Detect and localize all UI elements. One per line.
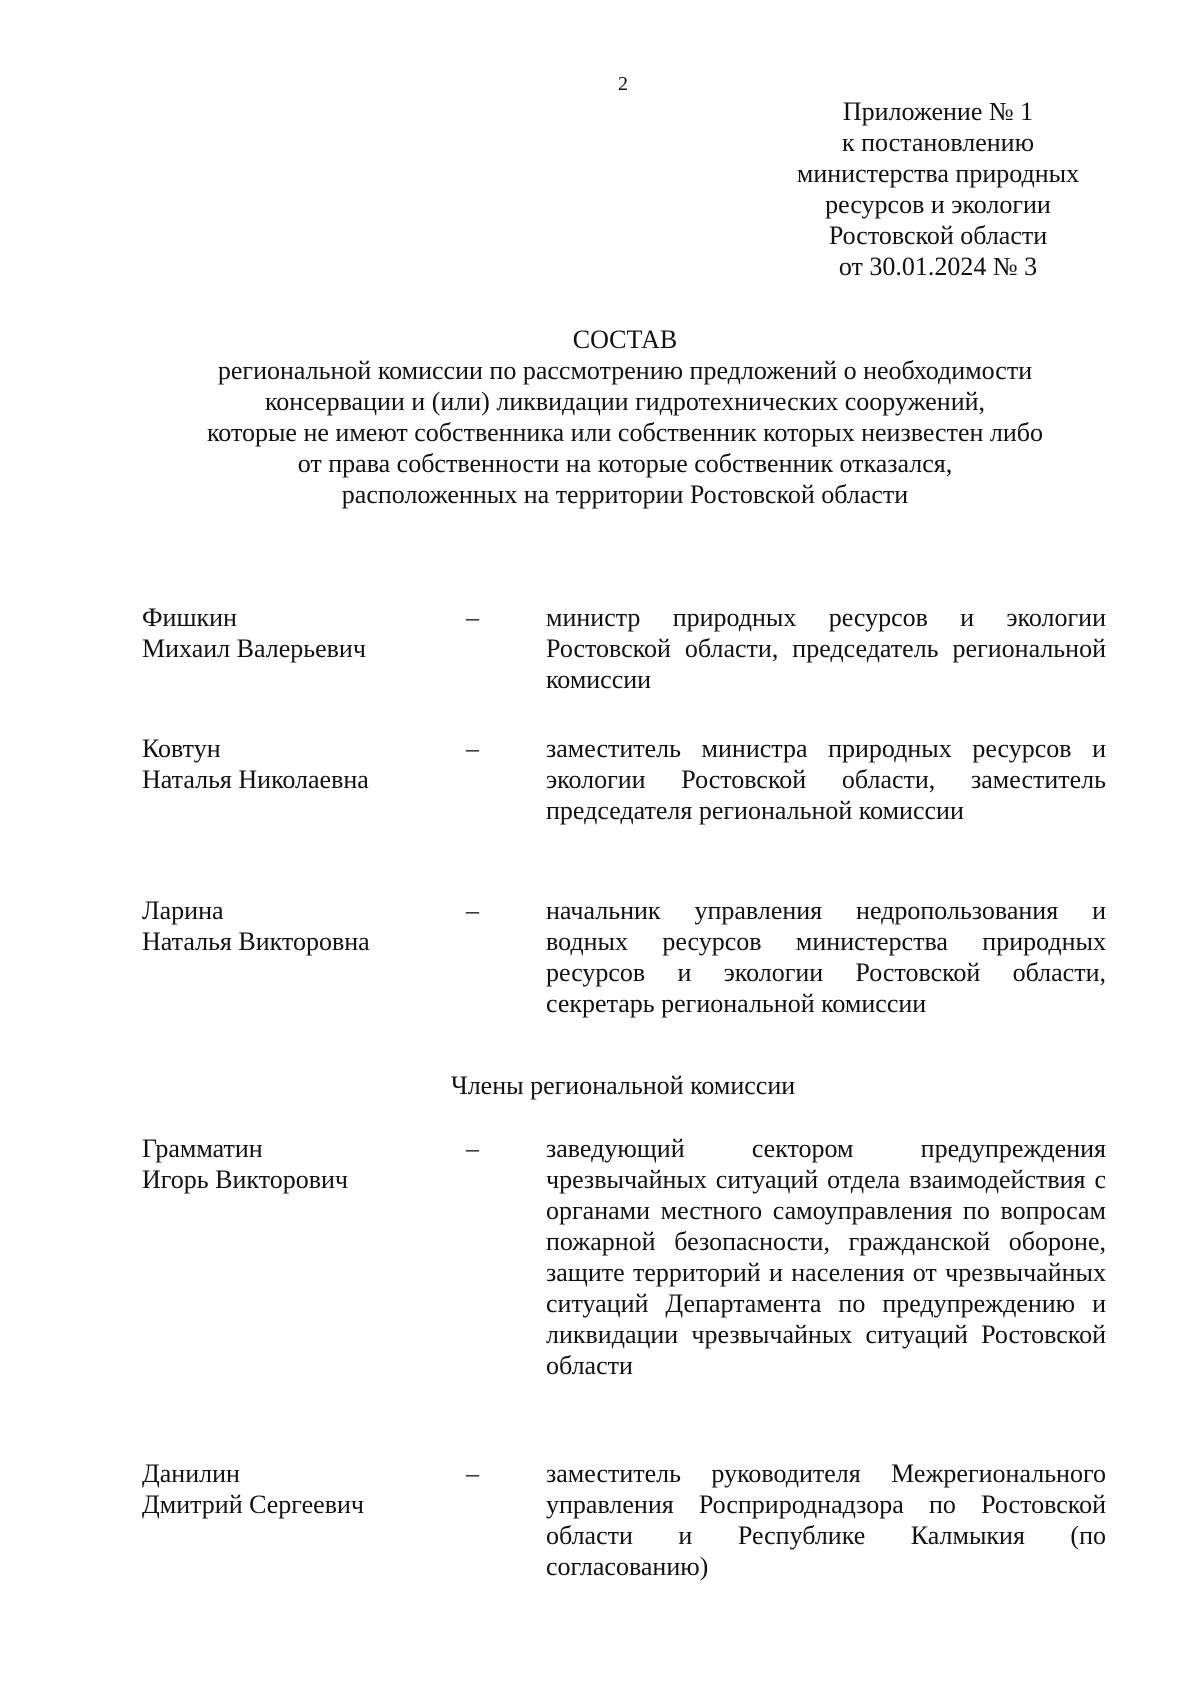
member-dash: – (466, 1459, 479, 1488)
members-list (142, 1458, 1106, 1582)
leadership-list (142, 733, 1106, 826)
member-name (142, 733, 464, 795)
title-line: которые не имеют собственника или собственник которых неизвестен либо (206, 418, 1044, 447)
member-position: начальник управления недропользования и водных ресурсов министерства природных ресурсов и экологии Ростовской области, секретарь региональной комиссии (546, 896, 1106, 1018)
appendix-line: ресурсов и экологии (825, 190, 1051, 219)
members-heading: Члены региональной комиссии (450, 1071, 796, 1100)
title-heading: СОСТАВ (572, 325, 678, 354)
member-name (142, 1458, 464, 1520)
member-name (142, 1133, 464, 1195)
appendix-line: Ростовской области (828, 221, 1048, 250)
member-entry (142, 602, 1106, 695)
leadership-list (142, 895, 1106, 1019)
appendix-line: к постановлению (841, 128, 1035, 157)
title-line: от права собственности на которые собственник отказался, (297, 449, 953, 478)
member-dash: – (466, 1134, 479, 1163)
document-title (80, 324, 1170, 510)
member-given-name: Игорь Викторович (142, 1165, 348, 1194)
title-line: расположенных на территории Ростовской области (341, 480, 909, 509)
member-surname: Грамматин (142, 1134, 263, 1163)
member-given-name: Наталья Николаевна (142, 765, 369, 794)
appendix-header (770, 96, 1106, 282)
member-dash: – (466, 896, 479, 925)
appendix-line: министерства природных (796, 159, 1080, 188)
member-dash: – (466, 603, 479, 632)
appendix-line: Приложение № 1 (842, 97, 1034, 126)
member-entry (142, 895, 1106, 1019)
member-entry (142, 733, 1106, 826)
appendix-line: от 30.01.2024 № 3 (838, 252, 1038, 281)
member-position: заведующий сектором предупреждения чрезвычайных ситуаций отдела взаимодействия с органами местного самоуправления по вопросам пожарной безопасности, гражданской обороне, защите территорий и населения от чрезвычайных ситуаций Департамента по предупреждению и ликвидации чрезвычайных ситуаций Ростовской области (546, 1134, 1106, 1380)
member-position: министр природных ресурсов и экологии Ростовской области, председатель региональной комиссии (546, 603, 1106, 694)
member-given-name: Михаил Валерьевич (142, 634, 366, 663)
member-entry (142, 1458, 1106, 1582)
page-number: 2 (618, 73, 628, 95)
member-entry (142, 1133, 1106, 1381)
member-surname: Данилин (142, 1459, 240, 1488)
member-given-name: Дмитрий Сергеевич (142, 1490, 364, 1519)
member-name (142, 895, 464, 957)
member-dash: – (466, 734, 479, 763)
title-line: консервации и (или) ликвидации гидротехнических сооружений, (264, 387, 986, 416)
member-given-name: Наталья Викторовна (142, 927, 370, 956)
members-list (142, 1133, 1106, 1381)
member-position: заместитель руководителя Межрегионального управления Росприроднадзора по Ростовской области и Республике Калмыкия (по согласованию) (546, 1459, 1106, 1581)
member-name (142, 602, 464, 664)
member-position: заместитель министра природных ресурсов и экологии Ростовской области, заместитель председателя региональной комиссии (546, 734, 1106, 825)
member-surname: Фишкин (142, 603, 237, 632)
title-line: региональной комиссии по рассмотрению предложений о необходимости (217, 356, 1033, 385)
member-surname: Ларина (142, 896, 224, 925)
leadership-list (142, 602, 1106, 695)
member-surname: Ковтун (142, 734, 221, 763)
